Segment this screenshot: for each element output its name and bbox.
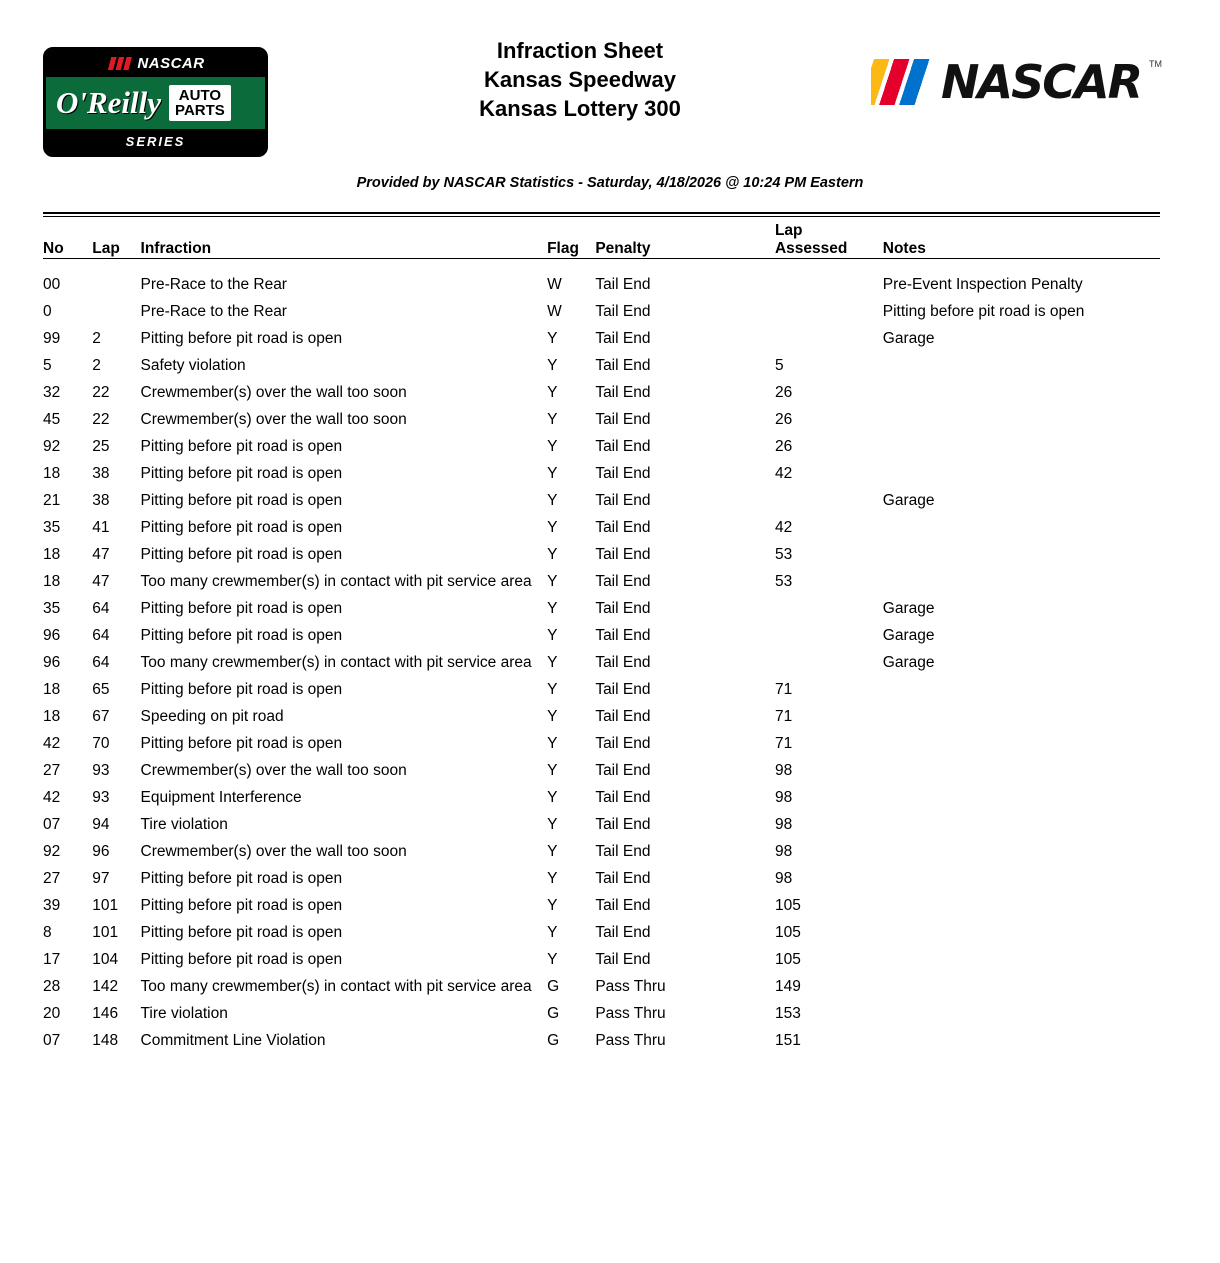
cell-penalty: Tail End	[595, 816, 651, 833]
cell-notes	[883, 838, 1160, 865]
cell-lap-assessed	[775, 595, 883, 622]
column-header-lap-assessed-line1: Lap	[774, 222, 803, 239]
cell-lap-assessed: 26	[774, 438, 793, 455]
title-line-3: Kansas Lottery 300	[479, 96, 681, 121]
cell-no: 99	[43, 330, 61, 347]
cell-penalty: Tail End	[595, 411, 651, 428]
cell-lap-assessed: 71	[774, 735, 793, 752]
oreilly-series-logo	[43, 47, 268, 157]
cell-lap: 64	[92, 654, 110, 671]
table-row	[43, 622, 1160, 649]
cell-no: 8	[43, 924, 52, 941]
cell-notes: Pre-Event Inspection Penalty	[882, 276, 1083, 293]
cell-infraction: Speeding on pit road	[140, 708, 284, 725]
cell-lap-assessed	[775, 487, 883, 514]
oreilly-logo-nascar-word: NASCAR	[137, 55, 205, 72]
cell-flag: Y	[547, 465, 558, 482]
cell-infraction: Pitting before pit road is open	[140, 924, 343, 941]
cell-flag: Y	[547, 897, 558, 914]
page-title	[300, 36, 860, 123]
cell-no: 18	[43, 465, 61, 482]
cell-no: 07	[43, 1032, 61, 1049]
cell-flag: G	[547, 1032, 560, 1049]
title-line-2: Kansas Speedway	[484, 67, 676, 92]
cell-penalty: Tail End	[595, 276, 651, 293]
cell-infraction: Pitting before pit road is open	[140, 492, 343, 509]
table-top-rule	[43, 212, 1160, 214]
cell-flag: Y	[547, 546, 558, 563]
cell-penalty: Tail End	[595, 330, 651, 347]
table-header-row	[43, 222, 1160, 264]
cell-penalty: Tail End	[595, 708, 651, 725]
oreilly-parts-text: PARTS	[175, 102, 225, 119]
cell-infraction: Pitting before pit road is open	[140, 735, 343, 752]
cell-penalty: Tail End	[595, 789, 651, 806]
cell-penalty: Tail End	[595, 303, 651, 320]
cell-lap-assessed	[775, 649, 883, 676]
cell-flag: Y	[547, 654, 558, 671]
column-header-infraction: Infraction	[140, 240, 212, 257]
cell-no: 39	[43, 897, 61, 914]
cell-flag: Y	[547, 438, 558, 455]
cell-penalty: Tail End	[595, 654, 651, 671]
table-row	[43, 460, 1160, 487]
cell-notes	[883, 946, 1160, 973]
cell-penalty: Tail End	[595, 357, 651, 374]
table-row	[43, 649, 1160, 676]
cell-lap-assessed: 98	[774, 870, 793, 887]
cell-flag: G	[547, 1005, 560, 1022]
cell-no: 21	[43, 492, 61, 509]
infraction-table	[43, 222, 1160, 1054]
cell-flag: Y	[547, 762, 558, 779]
cell-flag: Y	[547, 411, 558, 428]
cell-infraction: Pitting before pit road is open	[140, 627, 343, 644]
cell-lap-assessed: 98	[774, 816, 793, 833]
oreilly-brand-text: O'Reilly	[56, 85, 162, 120]
cell-lap: 104	[92, 951, 119, 968]
column-header-penalty: Penalty	[595, 240, 651, 257]
cell-notes	[883, 460, 1160, 487]
cell-notes	[883, 784, 1160, 811]
cell-lap: 22	[92, 384, 110, 401]
cell-lap: 142	[92, 978, 119, 995]
cell-lap-assessed: 26	[774, 384, 793, 401]
cell-lap: 22	[92, 411, 110, 428]
cell-lap-assessed: 5	[774, 357, 784, 374]
cell-lap: 67	[92, 708, 110, 725]
cell-lap: 97	[92, 870, 110, 887]
cell-lap-assessed: 98	[774, 843, 793, 860]
cell-penalty: Pass Thru	[595, 1005, 666, 1022]
table-row	[43, 264, 1160, 298]
cell-no: 96	[43, 654, 61, 671]
table-row	[43, 838, 1160, 865]
cell-lap: 65	[92, 681, 110, 698]
cell-infraction: Pitting before pit road is open	[140, 546, 343, 563]
cell-lap: 93	[92, 762, 110, 779]
cell-lap: 101	[92, 897, 119, 914]
cell-flag: Y	[547, 330, 558, 347]
cell-lap: 64	[92, 600, 110, 617]
cell-no: 35	[43, 600, 61, 617]
cell-no: 27	[43, 870, 61, 887]
cell-infraction: Pitting before pit road is open	[140, 897, 343, 914]
cell-lap: 38	[92, 465, 110, 482]
cell-lap	[92, 298, 140, 325]
cell-penalty: Tail End	[595, 924, 651, 941]
cell-flag: Y	[547, 384, 558, 401]
cell-no: 32	[43, 384, 61, 401]
cell-lap: 2	[92, 330, 101, 347]
cell-penalty: Tail End	[595, 843, 651, 860]
cell-lap-assessed	[775, 264, 883, 298]
cell-flag: G	[547, 978, 560, 995]
cell-lap-assessed: 105	[774, 951, 801, 968]
table-row	[43, 298, 1160, 325]
cell-infraction: Crewmember(s) over the wall too soon	[140, 411, 407, 428]
cell-flag: Y	[547, 870, 558, 887]
cell-lap: 148	[92, 1032, 119, 1049]
cell-no: 28	[43, 978, 61, 995]
cell-lap-assessed	[775, 298, 883, 325]
oreilly-autoparts-text	[169, 85, 231, 121]
cell-no: 17	[43, 951, 61, 968]
cell-notes	[883, 433, 1160, 460]
cell-lap: 47	[92, 546, 110, 563]
cell-penalty: Tail End	[595, 573, 651, 590]
cell-lap-assessed	[775, 622, 883, 649]
cell-no: 27	[43, 762, 61, 779]
cell-lap: 47	[92, 573, 110, 590]
cell-penalty: Tail End	[595, 897, 651, 914]
oreilly-logo-middle	[46, 77, 265, 129]
cell-flag: Y	[547, 357, 558, 374]
nascar-trademark-symbol: TM	[1149, 59, 1162, 69]
column-header-flag: Flag	[547, 240, 579, 257]
cell-notes	[883, 703, 1160, 730]
cell-notes	[883, 1027, 1160, 1054]
nascar-logo	[871, 55, 1162, 109]
cell-lap: 25	[92, 438, 110, 455]
cell-notes	[883, 379, 1160, 406]
cell-lap-assessed: 149	[774, 978, 801, 995]
cell-notes	[883, 865, 1160, 892]
cell-notes: Garage	[882, 492, 935, 509]
cell-infraction: Pitting before pit road is open	[140, 951, 343, 968]
cell-no: 92	[43, 438, 61, 455]
table-row	[43, 568, 1160, 595]
cell-no: 5	[43, 357, 52, 374]
cell-infraction: Too many crewmember(s) in contact with pit service area	[140, 573, 532, 590]
cell-infraction: Crewmember(s) over the wall too soon	[140, 843, 407, 860]
cell-no: 00	[43, 276, 61, 293]
cell-no: 92	[43, 843, 61, 860]
cell-no: 18	[43, 708, 61, 725]
cell-lap-assessed: 71	[774, 708, 793, 725]
cell-infraction: Too many crewmember(s) in contact with pit service area	[140, 978, 532, 995]
cell-notes: Pitting before pit road is open	[882, 303, 1085, 320]
cell-penalty: Tail End	[595, 384, 651, 401]
cell-infraction: Pitting before pit road is open	[140, 681, 343, 698]
column-header-lap-assessed-line2: Assessed	[774, 240, 848, 257]
cell-infraction: Tire violation	[140, 1005, 228, 1022]
table-row	[43, 379, 1160, 406]
cell-infraction: Pitting before pit road is open	[140, 870, 343, 887]
cell-lap: 146	[92, 1005, 119, 1022]
cell-infraction: Crewmember(s) over the wall too soon	[140, 762, 407, 779]
cell-no: 96	[43, 627, 61, 644]
table-row	[43, 487, 1160, 514]
table-row	[43, 865, 1160, 892]
cell-penalty: Tail End	[595, 681, 651, 698]
cell-penalty: Tail End	[595, 519, 651, 536]
provided-by-line: Provided by NASCAR Statistics - Saturday, 4/18/2026 @ 10:24 PM Eastern	[356, 175, 864, 191]
cell-no: 35	[43, 519, 61, 536]
cell-infraction: Tire violation	[140, 816, 228, 833]
cell-no: 18	[43, 681, 61, 698]
cell-infraction: Pitting before pit road is open	[140, 438, 343, 455]
cell-flag: Y	[547, 600, 558, 617]
cell-penalty: Tail End	[595, 627, 651, 644]
cell-lap	[92, 264, 140, 298]
cell-penalty: Tail End	[595, 546, 651, 563]
cell-penalty: Tail End	[595, 870, 651, 887]
cell-infraction: Safety violation	[140, 357, 246, 374]
cell-flag: Y	[547, 924, 558, 941]
cell-lap-assessed	[775, 325, 883, 352]
cell-lap: 70	[92, 735, 110, 752]
cell-no: 42	[43, 789, 61, 806]
cell-flag: Y	[547, 735, 558, 752]
cell-lap-assessed: 98	[774, 789, 793, 806]
column-header-lap: Lap	[92, 240, 120, 257]
cell-no: 0	[43, 303, 52, 320]
cell-lap: 64	[92, 627, 110, 644]
cell-penalty: Pass Thru	[595, 1032, 666, 1049]
cell-infraction: Pitting before pit road is open	[140, 330, 343, 347]
table-row	[43, 595, 1160, 622]
cell-notes	[883, 352, 1160, 379]
cell-lap: 41	[92, 519, 110, 536]
cell-lap: 94	[92, 816, 110, 833]
table-row	[43, 784, 1160, 811]
table-row	[43, 514, 1160, 541]
table-row	[43, 1000, 1160, 1027]
cell-lap: 38	[92, 492, 110, 509]
table-body	[43, 264, 1160, 1054]
cell-flag: Y	[547, 573, 558, 590]
cell-no: 42	[43, 735, 61, 752]
cell-no: 18	[43, 546, 61, 563]
cell-notes: Garage	[882, 627, 935, 644]
cell-flag: W	[547, 303, 562, 320]
cell-notes	[883, 811, 1160, 838]
cell-notes	[883, 406, 1160, 433]
cell-no: 20	[43, 1005, 61, 1022]
cell-lap-assessed: 98	[774, 762, 793, 779]
cell-lap-assessed: 105	[774, 924, 801, 941]
cell-flag: Y	[547, 492, 558, 509]
cell-flag: Y	[547, 708, 558, 725]
table-row	[43, 811, 1160, 838]
cell-flag: Y	[547, 519, 558, 536]
cell-notes	[883, 730, 1160, 757]
cell-penalty: Tail End	[595, 438, 651, 455]
table-row	[43, 676, 1160, 703]
cell-flag: W	[547, 276, 562, 293]
cell-notes	[883, 568, 1160, 595]
cell-notes: Garage	[882, 330, 935, 347]
column-header-lap-assessed	[775, 222, 883, 264]
cell-lap-assessed: 53	[774, 546, 793, 563]
cell-no: 18	[43, 573, 61, 590]
table-row	[43, 541, 1160, 568]
cell-lap-assessed: 26	[774, 411, 793, 428]
table-row	[43, 352, 1160, 379]
cell-penalty: Tail End	[595, 492, 651, 509]
cell-no: 45	[43, 411, 61, 428]
cell-lap-assessed: 42	[774, 465, 793, 482]
cell-infraction: Pitting before pit road is open	[140, 465, 343, 482]
oreilly-auto-text: AUTO	[178, 87, 222, 104]
cell-flag: Y	[547, 951, 558, 968]
cell-infraction: Pitting before pit road is open	[140, 600, 343, 617]
cell-notes	[883, 973, 1160, 1000]
table-row	[43, 406, 1160, 433]
cell-penalty: Tail End	[595, 600, 651, 617]
cell-notes	[883, 676, 1160, 703]
cell-infraction: Pitting before pit road is open	[140, 519, 343, 536]
cell-penalty: Tail End	[595, 951, 651, 968]
cell-infraction: Commitment Line Violation	[140, 1032, 326, 1049]
table-row	[43, 730, 1160, 757]
cell-lap: 93	[92, 789, 110, 806]
cell-penalty: Tail End	[595, 762, 651, 779]
cell-infraction: Equipment Interference	[140, 789, 302, 806]
nascar-slashes-icon	[106, 57, 132, 70]
cell-notes	[883, 1000, 1160, 1027]
cell-lap: 2	[92, 357, 101, 374]
cell-notes: Garage	[882, 654, 935, 671]
column-header-no: No	[43, 240, 64, 257]
cell-notes	[883, 757, 1160, 784]
cell-lap-assessed: 71	[774, 681, 793, 698]
nascar-wordmark: NASCAR	[940, 55, 1141, 109]
oreilly-series-text: SERIES	[46, 129, 265, 154]
cell-lap: 96	[92, 843, 110, 860]
cell-lap-assessed: 151	[774, 1032, 801, 1049]
cell-infraction: Too many crewmember(s) in contact with pit service area	[140, 654, 532, 671]
cell-lap-assessed: 153	[774, 1005, 801, 1022]
cell-infraction: Pre-Race to the Rear	[140, 276, 287, 293]
cell-flag: Y	[547, 789, 558, 806]
table-row	[43, 946, 1160, 973]
cell-notes	[883, 919, 1160, 946]
cell-notes	[883, 892, 1160, 919]
cell-notes	[883, 514, 1160, 541]
oreilly-logo-top	[46, 50, 265, 77]
table-row	[43, 919, 1160, 946]
document-header	[0, 0, 1220, 191]
nascar-bars-icon	[871, 59, 933, 105]
cell-notes	[883, 541, 1160, 568]
table-row	[43, 703, 1160, 730]
table-row	[43, 433, 1160, 460]
cell-lap-assessed: 42	[774, 519, 793, 536]
table-row	[43, 973, 1160, 1000]
cell-penalty: Tail End	[595, 465, 651, 482]
cell-flag: Y	[547, 816, 558, 833]
table-header	[43, 222, 1160, 264]
cell-notes: Garage	[882, 600, 935, 617]
table-header-rule	[43, 216, 1160, 217]
column-header-notes: Notes	[882, 240, 926, 257]
cell-no: 07	[43, 816, 61, 833]
cell-lap: 101	[92, 924, 119, 941]
cell-lap-assessed: 105	[774, 897, 801, 914]
cell-lap-assessed: 53	[774, 573, 793, 590]
table-row	[43, 757, 1160, 784]
cell-infraction: Pre-Race to the Rear	[140, 303, 287, 320]
cell-flag: Y	[547, 843, 558, 860]
title-line-1: Infraction Sheet	[496, 38, 664, 63]
cell-penalty: Tail End	[595, 735, 651, 752]
cell-penalty: Pass Thru	[595, 978, 666, 995]
table-row	[43, 325, 1160, 352]
table-row	[43, 892, 1160, 919]
cell-flag: Y	[547, 681, 558, 698]
cell-flag: Y	[547, 627, 558, 644]
cell-infraction: Crewmember(s) over the wall too soon	[140, 384, 407, 401]
table-row	[43, 1027, 1160, 1054]
